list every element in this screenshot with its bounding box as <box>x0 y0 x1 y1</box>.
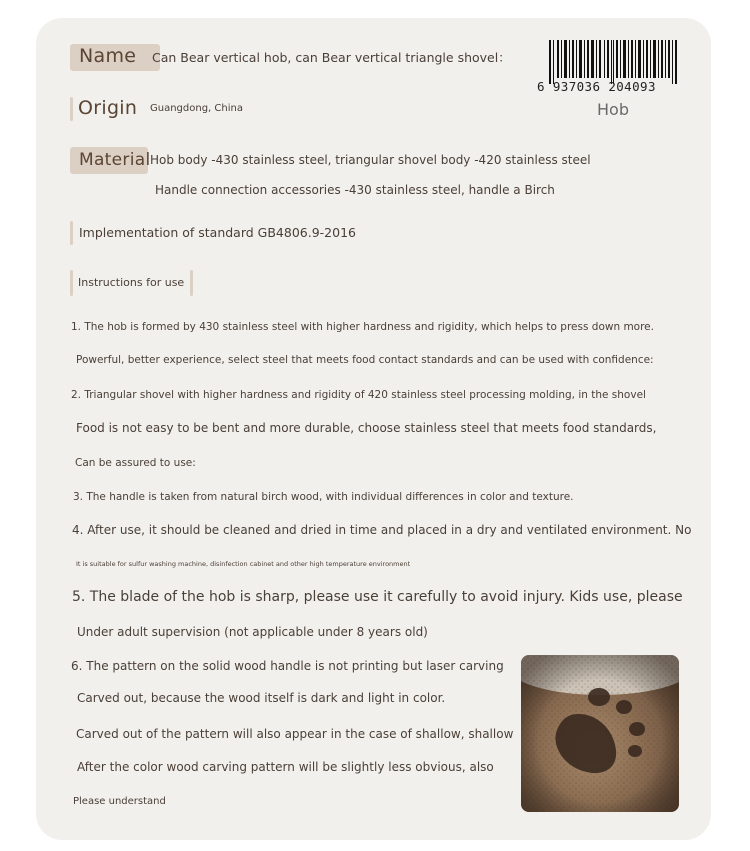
name-label: Name <box>79 45 137 67</box>
instruction-line: 6. The pattern on the solid wood handle is not printing but laser carving <box>71 659 504 673</box>
barcode-caption: Hob <box>597 100 629 119</box>
instruction-line: Under adult supervision (not applicable under 8 years old) <box>77 625 428 639</box>
standard-edge <box>70 221 73 245</box>
standard-text: Implementation of standard GB4806.9-2016 <box>79 225 356 240</box>
name-value: Can Bear vertical hob, can Bear vertical triangle shovel： <box>152 50 511 65</box>
instruction-line: 1. The hob is formed by 430 stainless steel with higher hardness and rigidity, which helps to press down more. <box>71 321 654 333</box>
instruction-line: 5. The blade of the hob is sharp, please use it carefully to avoid injury. Kids use, please <box>72 589 683 605</box>
instructions-title: Instructions for use <box>78 276 185 289</box>
material-label: Material <box>79 150 151 170</box>
paw-print-icon <box>521 655 679 812</box>
material-value-line1: Hob body -430 stainless steel, triangular shovel body -420 stainless steel <box>150 153 591 167</box>
instruction-line: Can be assured to use: <box>75 457 196 469</box>
material-value-line2: Handle connection accessories -430 stainless steel, handle a Birch <box>155 183 555 197</box>
instruction-line: Carved out of the pattern will also appear in the case of shallow, shallow <box>76 727 514 741</box>
instruction-line: 4. After use, it should be cleaned and dried in time and placed in a dry and ventilated environment. No <box>72 523 692 537</box>
instruction-line: Please understand <box>73 796 166 807</box>
instruction-line: Food is not easy to be bent and more durable, choose stainless steel that meets food standards, <box>76 421 657 435</box>
instruction-line: After the color wood carving pattern will be slightly less obvious, also <box>77 760 494 774</box>
instructions-title-edge-left <box>70 270 73 296</box>
origin-label-edge <box>70 97 73 121</box>
barcode-icon <box>549 40 677 84</box>
origin-label: Origin <box>78 97 138 119</box>
instruction-line: 2. Triangular shovel with higher hardness and rigidity of 420 stainless steel processing molding, in the shovel <box>71 389 646 401</box>
origin-value: Guangdong, China <box>150 103 243 114</box>
instructions-title-edge-right <box>190 270 193 296</box>
barcode-digits: 6 937036 204093 <box>537 79 656 94</box>
instruction-line: 3. The handle is taken from natural birch wood, with individual differences in color and texture. <box>73 491 574 503</box>
instruction-line: It is suitable for sulfur washing machine, disinfection cabinet and other high temperature environment <box>76 560 411 568</box>
paw-carving-photo <box>521 655 679 812</box>
instruction-line: Powerful, better experience, select steel that meets food contact standards and can be used with confidence: <box>76 354 654 366</box>
instruction-line: Carved out, because the wood itself is dark and light in color. <box>77 691 446 705</box>
